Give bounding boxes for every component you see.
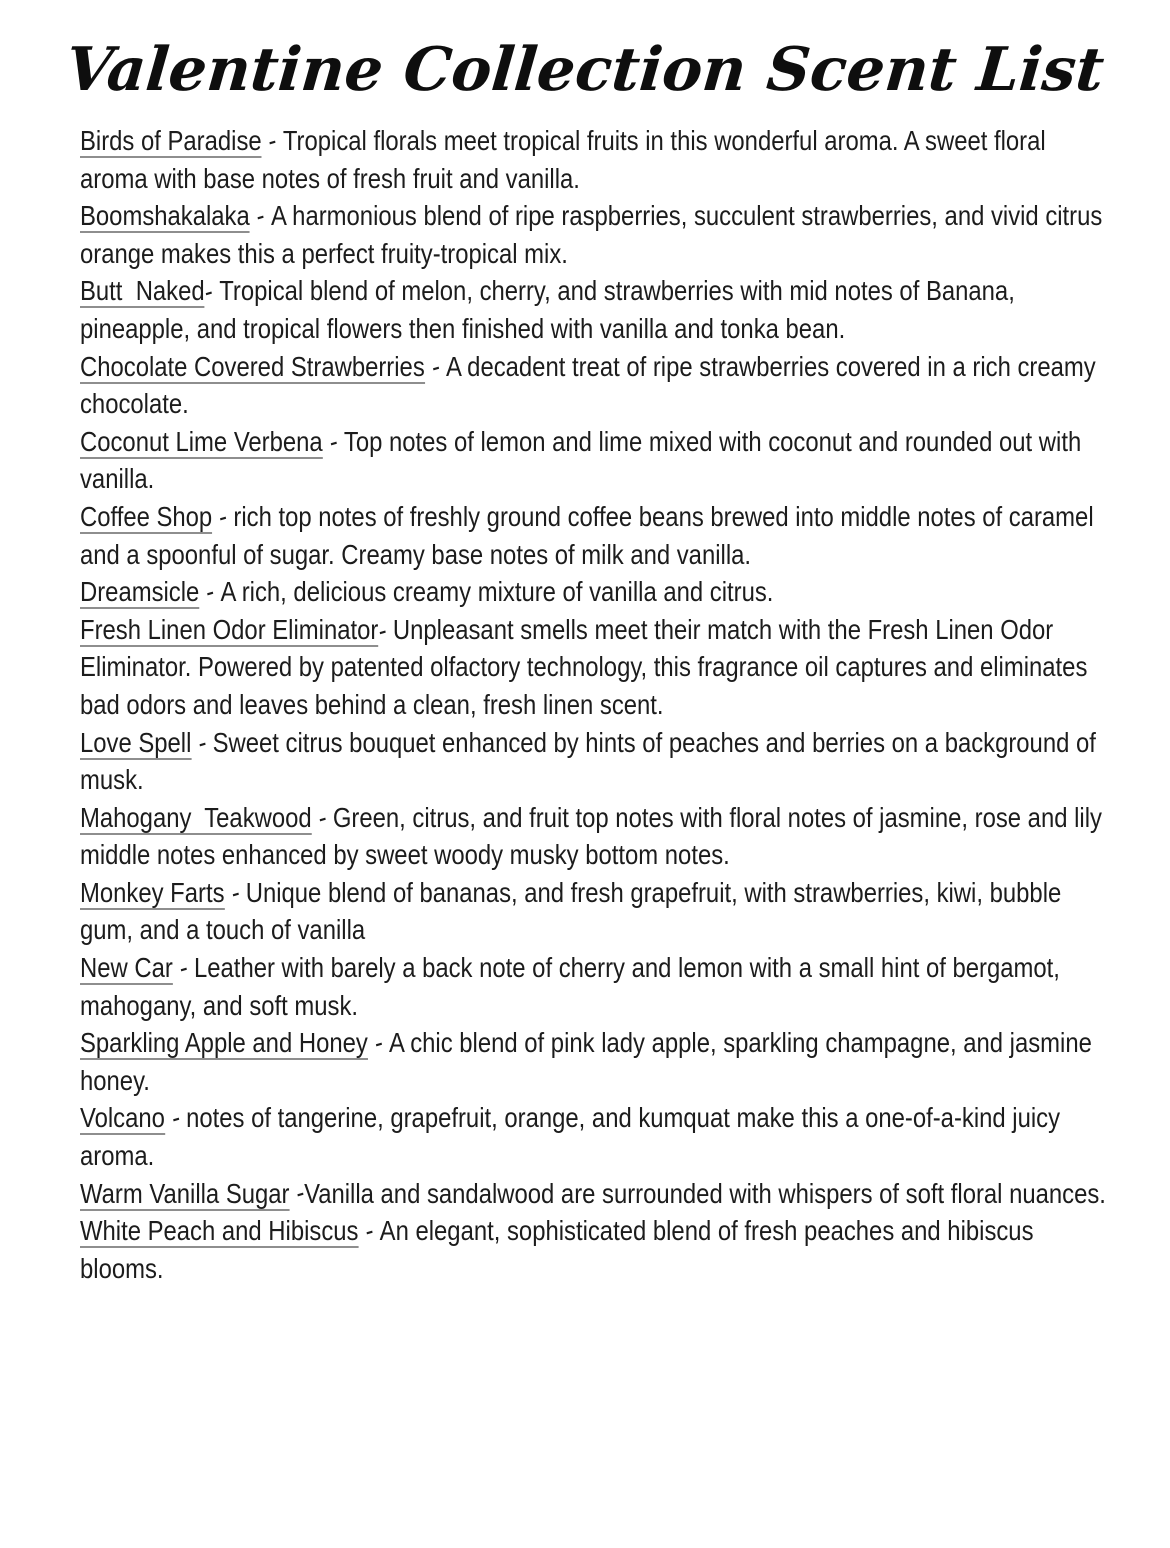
scent-item bbox=[80, 1175, 1111, 1213]
scent-name: Mahogany Teakwood bbox=[80, 801, 312, 833]
scent-name: Monkey Farts bbox=[80, 876, 225, 908]
scent-name: Love Spell bbox=[80, 726, 192, 758]
scent-description: Sweet citrus bouquet enhanced by hints of peaches and berries on a background of musk. bbox=[80, 726, 1096, 796]
scent-description: Green, citrus, and fruit top notes with floral notes of jasmine, rose and lily middle notes enhanced by sweet woody musky bottom notes. bbox=[80, 801, 1102, 871]
scent-name: White Peach and Hibiscus bbox=[80, 1215, 359, 1247]
scent-item bbox=[80, 272, 1111, 347]
scent-name: Butt Naked bbox=[80, 275, 205, 307]
scent-separator: - bbox=[246, 197, 274, 234]
document-page bbox=[0, 34, 1170, 1548]
scent-description: An elegant, sophisticated blend of fresh peaches and hibiscus blooms. bbox=[80, 1215, 1034, 1284]
scent-description: Vanilla and sandalwood are surrounded with whispers of soft floral nuances. bbox=[304, 1177, 1106, 1209]
scent-separator: - bbox=[364, 1024, 392, 1061]
scent-name: Sparkling Apple and Honey bbox=[80, 1027, 368, 1059]
scent-item bbox=[80, 423, 1111, 498]
scent-item bbox=[80, 348, 1111, 423]
scent-description: rich top notes of freshly ground coffee beans brewed into middle notes of caramel and a spoonful of sugar. Creamy base notes of milk and vanilla. bbox=[80, 500, 1094, 570]
scent-item bbox=[80, 573, 1111, 611]
scent-name: Chocolate Covered Strawberries bbox=[80, 350, 425, 382]
scent-item bbox=[80, 1099, 1111, 1174]
scent-name: Birds of Paradise bbox=[80, 125, 262, 156]
scent-name: Boomshakalaka bbox=[80, 200, 250, 232]
scent-separator: - bbox=[161, 1099, 189, 1136]
scent-separator: - bbox=[196, 573, 224, 610]
scent-description: A decadent treat of ripe strawberries covered in a rich creamy chocolate. bbox=[80, 350, 1096, 420]
scent-item bbox=[80, 197, 1111, 272]
scent-item bbox=[80, 1024, 1111, 1099]
scent-item bbox=[80, 724, 1111, 799]
scent-separator: - bbox=[286, 1176, 307, 1211]
scent-name: Coconut Lime Verbena bbox=[80, 425, 323, 457]
scent-separator: - bbox=[188, 723, 216, 761]
scent-name: Fresh Linen Odor Eliminator bbox=[80, 613, 379, 645]
scent-item bbox=[80, 122, 1111, 197]
scent-separator: - bbox=[319, 423, 347, 460]
scent-separator: - bbox=[421, 348, 449, 385]
scent-separator: - bbox=[308, 799, 336, 836]
scent-name: New Car bbox=[80, 952, 173, 984]
scent-separator: - bbox=[201, 273, 223, 308]
scent-item bbox=[80, 498, 1111, 573]
scent-item bbox=[80, 1212, 1111, 1287]
scent-item bbox=[80, 611, 1111, 724]
scent-description: Tropical florals meet tropical fruits in this wonderful aroma. A sweet floral aroma with base notes of fresh fruit and vanilla. bbox=[80, 125, 1046, 194]
scent-description: Unpleasant smells meet their match with the Fresh Linen Odor Eliminator. Powered by patented olfactory technology, this fragrance oil captures and eliminates bad odors and leaves behind a clean, fresh linen scent. bbox=[80, 613, 1088, 720]
scent-description: notes of tangerine, grapefruit, orange, and kumquat make this a one-of-a-kind juicy aroma. bbox=[80, 1102, 1061, 1172]
scent-description: A chic blend of pink lady apple, sparkling champagne, and jasmine honey. bbox=[80, 1027, 1092, 1096]
scent-name: Warm Vanilla Sugar bbox=[80, 1177, 290, 1209]
scent-description: A harmonious blend of ripe raspberries, succulent strawberries, and vivid citrus orange makes this a perfect fruity-tropical mix. bbox=[80, 200, 1103, 269]
scent-separator: - bbox=[221, 874, 249, 911]
scent-item bbox=[80, 949, 1111, 1024]
scent-description: A rich, delicious creamy mixture of vanilla and citrus. bbox=[220, 576, 774, 608]
scent-separator: - bbox=[355, 1212, 383, 1249]
scent-description: Tropical blend of melon, cherry, and strawberries with mid notes of Banana, pineapple, and tropical flowers then finished with vanilla and tonka bean. bbox=[80, 275, 1015, 344]
scent-item bbox=[80, 799, 1111, 874]
page-title: Valentine Collection Scent List bbox=[63, 35, 1107, 105]
scent-name: Coffee Shop bbox=[80, 500, 213, 532]
scent-name: Volcano bbox=[80, 1102, 165, 1134]
scent-list bbox=[80, 114, 1111, 1287]
scent-name: Dreamsicle bbox=[80, 576, 200, 608]
scent-separator: - bbox=[375, 612, 396, 647]
scent-description: Unique blend of bananas, and fresh grapefruit, with strawberries, kiwi, bubble gum, and a touch of vanilla bbox=[80, 876, 1062, 946]
scent-separator: - bbox=[258, 122, 286, 159]
scent-item bbox=[80, 874, 1111, 949]
scent-separator: - bbox=[169, 949, 197, 986]
scent-separator: - bbox=[209, 498, 237, 535]
scent-description: Leather with barely a back note of cherry and lemon with a small hint of bergamot, mahogany, and soft musk. bbox=[80, 952, 1060, 1021]
scent-description: Top notes of lemon and lime mixed with coconut and rounded out with vanilla. bbox=[80, 425, 1082, 495]
